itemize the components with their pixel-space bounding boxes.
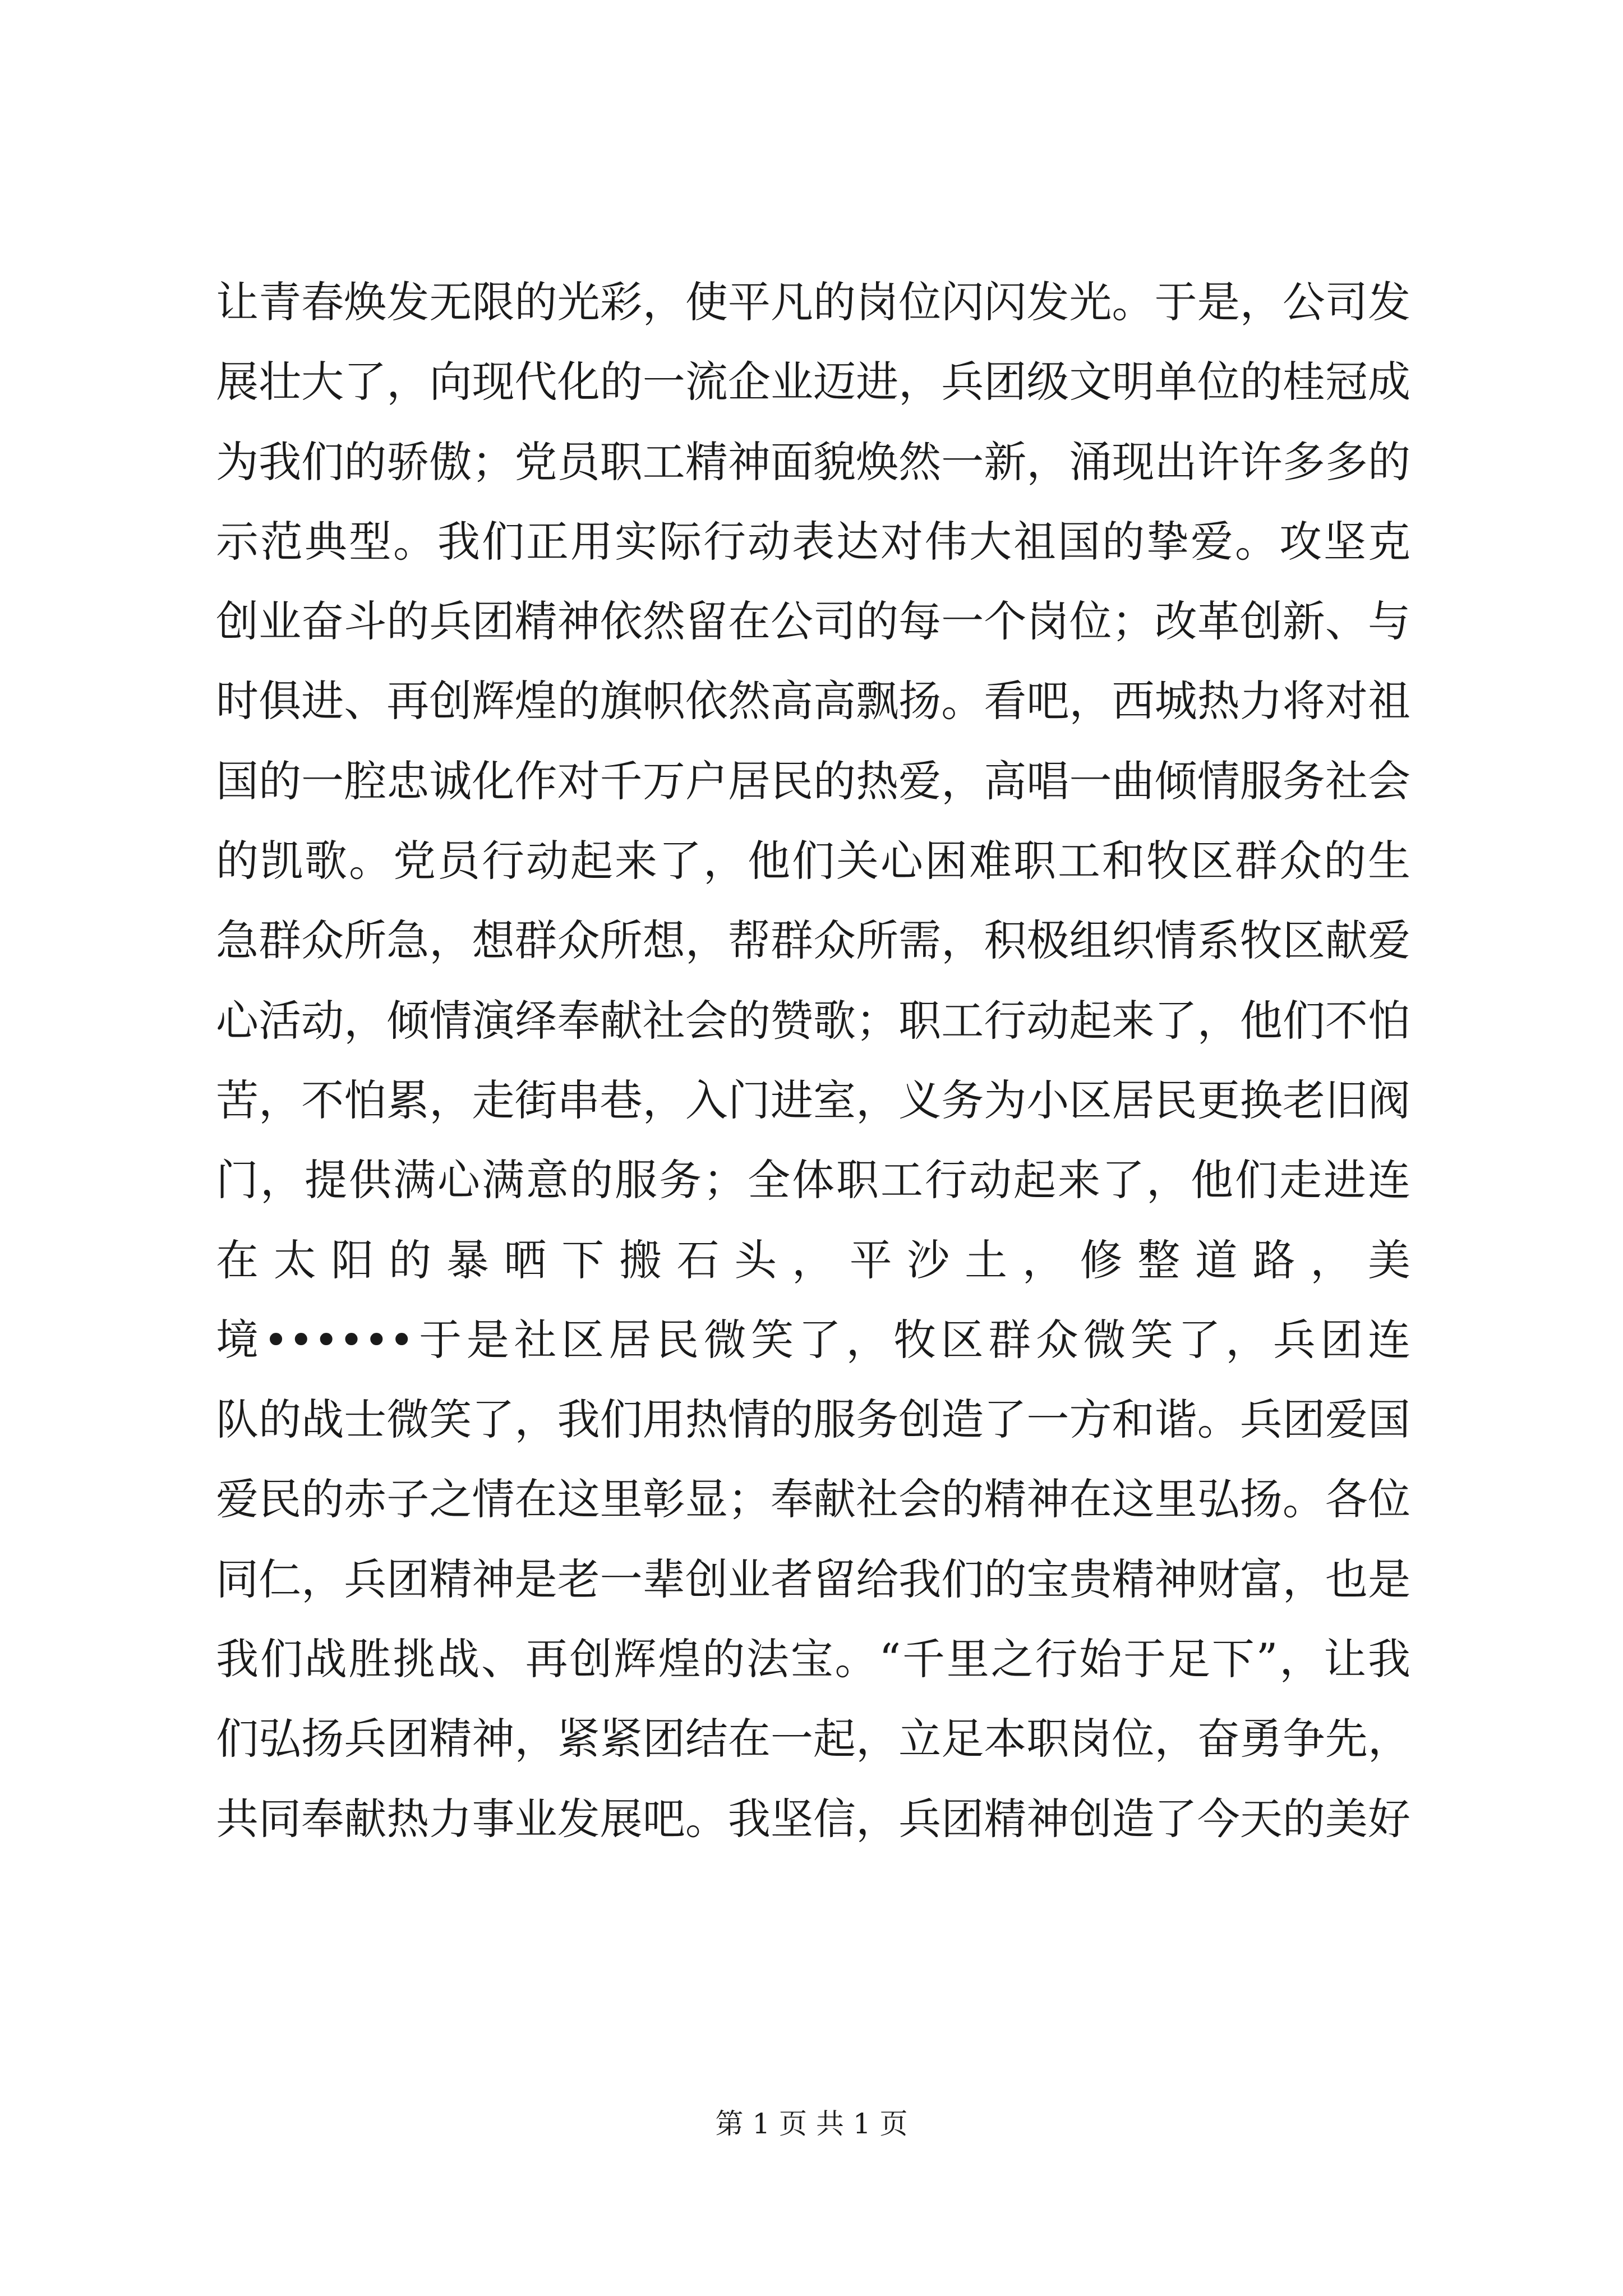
text-line: 心活动，倾情演绎奉献社会的赞歌；职工行动起来了，他们不怕 xyxy=(216,995,1410,1046)
text-line: 苦，不怕累，走街串巷，入门进室，义务为小区居民更换老旧阀 xyxy=(216,1075,1410,1125)
text-line: 展壮大了，向现代化的一流企业迈进，兵团级文明单位的桂冠成 xyxy=(216,357,1410,407)
text-line: 时俱进、再创辉煌的旗帜依然高高飘扬。看吧，西城热力将对祖 xyxy=(216,676,1410,726)
text-line: 队的战士微笑了，我们用热情的服务创造了一方和谐。兵团爱国 xyxy=(216,1395,1410,1445)
page-number-footer: 第 1 页 共 1 页 xyxy=(715,2108,908,2140)
text-line: 同仁，兵团精神是老一辈创业者留给我们的宝贵精神财富，也是 xyxy=(216,1554,1410,1604)
text-line: 们弘扬兵团精神，紧紧团结在一起，立足本职岗位，奋勇争先， xyxy=(216,1714,1410,1764)
text-line: 创业奋斗的兵团精神依然留在公司的每一个岗位；改革创新、与 xyxy=(216,596,1410,647)
text-line: 示范典型。我们正用实际行动表达对伟大祖国的挚爱。攻坚克 xyxy=(216,516,1410,567)
text-line: 爱民的赤子之情在这里彰显；奉献社会的精神在这里弘扬。各位 xyxy=(216,1474,1410,1525)
text-line: 急群众所急，想群众所想，帮群众所需，积极组织情系牧区献爱 xyxy=(216,915,1410,966)
text-line: 国的一腔忠诚化作对千万户居民的热爱，高唱一曲倾情服务社会 xyxy=(216,756,1410,806)
text-line: 共同奉献热力事业发展吧。我坚信，兵团精神创造了今天的美好 xyxy=(216,1793,1410,1844)
text-line: 的凯歌。党员行动起来了，他们关心困难职工和牧区群众的生 xyxy=(216,836,1410,886)
text-line: 我们战胜挑战、再创辉煌的法宝。“千里之行始于足下”，让我 xyxy=(216,1634,1410,1685)
text-line: 在 太 阳 的 暴 晒 下 搬 石 头 ， 平 沙 土 ， 修 整 道 路 ， 美 xyxy=(216,1235,1410,1285)
text-line: 为我们的骄傲；党员职工精神面貌焕然一新，涌现出许许多多的 xyxy=(216,436,1410,487)
text-line: 让青春焕发无限的光彩，使平凡的岗位闪闪发光。于是，公司发 xyxy=(216,277,1410,327)
body-paragraph xyxy=(216,263,1410,1859)
text-line: 境••••••于是社区居民微笑了，牧区群众微笑了，兵团连 xyxy=(216,1314,1410,1365)
text-line: 门，提供满心满意的服务；全体职工行动起来了，他们走进连 xyxy=(216,1155,1410,1205)
